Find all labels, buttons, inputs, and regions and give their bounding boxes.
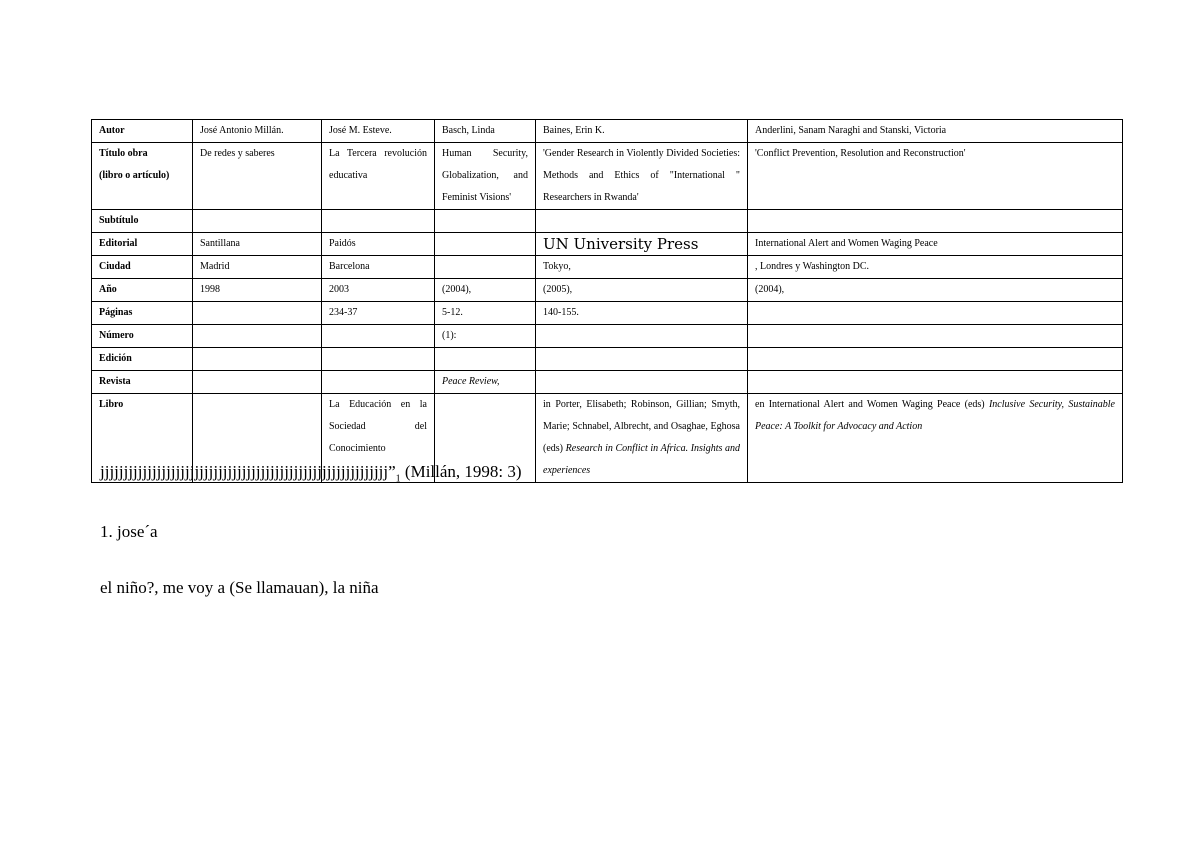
cell-revista-2 — [322, 371, 435, 394]
bibliography-table — [91, 119, 1123, 483]
table-row-anio — [92, 279, 1123, 302]
cell-ciudad-1: Madrid — [193, 256, 322, 279]
footnote-ref: 1 — [395, 473, 401, 485]
citation-text: (Millán, 1998: 3) — [400, 462, 522, 481]
row-label-titulo-line2: (libro o artículo) — [99, 170, 170, 181]
cell-anio-4: (2005), — [536, 279, 748, 302]
libro-4-book-title: Research in Conflict in Africa. Insights and experiences — [543, 443, 741, 476]
cell-titulo-1: De redes y saberes — [193, 143, 322, 210]
row-label-titulo-line1: Título obra — [99, 148, 148, 159]
cell-libro-2: La Educación en la Sociedad del Conocimiento — [322, 394, 435, 483]
cell-editorial-5: International Alert and Women Waging Peace — [748, 233, 1123, 256]
row-label-numero: Número — [92, 325, 193, 348]
row-label-editorial: Editorial — [92, 233, 193, 256]
cell-editorial-1: Santillana — [193, 233, 322, 256]
cell-edicion-2 — [322, 348, 435, 371]
cell-subtitulo-3 — [435, 210, 536, 233]
cell-libro-5 — [748, 394, 1123, 483]
cell-anio-5: (2004), — [748, 279, 1123, 302]
cell-paginas-3: 5-12. — [435, 302, 536, 325]
quote-text: jjjjjjjjjjjjjjjjjjjjjjjjjjjjjjjjjjjjjjjjjjjjjjjjjjjjjjjjjjjjj” — [100, 462, 396, 481]
row-label-revista: Revista — [92, 371, 193, 394]
row-label-subtitulo: Subtítulo — [92, 210, 193, 233]
cell-ciudad-2: Barcelona — [322, 256, 435, 279]
cell-numero-3: (1): — [435, 325, 536, 348]
cell-anio-3: (2004), — [435, 279, 536, 302]
cell-titulo-4: 'Gender Research in Violently Divided Societies: Methods and Ethics of "International " Researchers in Rwanda' — [536, 143, 748, 210]
cell-revista-1 — [193, 371, 322, 394]
cell-titulo-5: 'Conflict Prevention, Resolution and Reconstruction' — [748, 143, 1123, 210]
row-label-libro: Libro — [92, 394, 193, 483]
table-row-subtitulo — [92, 210, 1123, 233]
table-row-paginas — [92, 302, 1123, 325]
cell-revista-4 — [536, 371, 748, 394]
table-row-ciudad — [92, 256, 1123, 279]
cell-editorial-3 — [435, 233, 536, 256]
cell-autor-5: Anderlini, Sanam Naraghi and Stanski, Victoria — [748, 120, 1123, 143]
cell-paginas-4: 140-155. — [536, 302, 748, 325]
table-row-numero — [92, 325, 1123, 348]
cell-revista-3: Peace Review, — [435, 371, 536, 394]
paragraph-numbered-line: 1. jose´a — [100, 522, 158, 541]
cell-autor-3: Basch, Linda — [435, 120, 536, 143]
table-row-revista — [92, 371, 1123, 394]
table-row-autor — [92, 120, 1123, 143]
cell-autor-1: José Antonio Millán. — [193, 120, 322, 143]
cell-subtitulo-4 — [536, 210, 748, 233]
row-label-ciudad: Ciudad — [92, 256, 193, 279]
cell-numero-4 — [536, 325, 748, 348]
row-label-autor: Autor — [92, 120, 193, 143]
cell-titulo-3: Human Security, Globalization, and Feminist Visions' — [435, 143, 536, 210]
cell-numero-1 — [193, 325, 322, 348]
row-label-anio: Año — [92, 279, 193, 302]
cell-paginas-2: 234-37 — [322, 302, 435, 325]
cell-anio-1: 1998 — [193, 279, 322, 302]
cell-edicion-3 — [435, 348, 536, 371]
cell-edicion-1 — [193, 348, 322, 371]
table-row-edicion — [92, 348, 1123, 371]
cell-edicion-4 — [536, 348, 748, 371]
cell-paginas-1 — [193, 302, 322, 325]
paragraph-text-line: el niño?, me voy a (Se llamauan), la niña — [100, 578, 379, 597]
cell-titulo-2: La Tercera revolución educativa — [322, 143, 435, 210]
cell-subtitulo-5 — [748, 210, 1123, 233]
libro-5-editors: en International Alert and Women Waging Peace (eds) — [755, 399, 985, 410]
cell-numero-2 — [322, 325, 435, 348]
cell-libro-4 — [536, 394, 748, 483]
cell-ciudad-3 — [435, 256, 536, 279]
libro-4-editors: in Porter, Elisabeth; Robinson, Gillian; Smyth, Marie; Schnabel, Albrecht, and Osaghae, Eghosa (eds) — [543, 399, 740, 454]
cell-paginas-5 — [748, 302, 1123, 325]
libro-5-book-title: Inclusive Security, Sustainable Peace: A Toolkit for Advocacy and Action — [755, 399, 1115, 432]
table-row-editorial — [92, 233, 1123, 256]
cell-anio-2: 2003 — [322, 279, 435, 302]
cell-editorial-2: Paidós — [322, 233, 435, 256]
row-label-edicion: Edición — [92, 348, 193, 371]
cell-revista-5 — [748, 371, 1123, 394]
cell-ciudad-4: Tokyo, — [536, 256, 748, 279]
cell-edicion-5 — [748, 348, 1123, 371]
cell-numero-5 — [748, 325, 1123, 348]
row-label-titulo — [92, 143, 193, 210]
table-row-titulo — [92, 143, 1123, 210]
cell-subtitulo-1 — [193, 210, 322, 233]
cell-autor-2: José M. Esteve. — [322, 120, 435, 143]
cell-ciudad-5: , Londres y Washington DC. — [748, 256, 1123, 279]
row-label-paginas: Páginas — [92, 302, 193, 325]
paragraph-quote-line — [100, 462, 522, 484]
cell-editorial-4: UN University Press — [536, 233, 748, 256]
cell-subtitulo-2 — [322, 210, 435, 233]
cell-autor-4: Baines, Erin K. — [536, 120, 748, 143]
